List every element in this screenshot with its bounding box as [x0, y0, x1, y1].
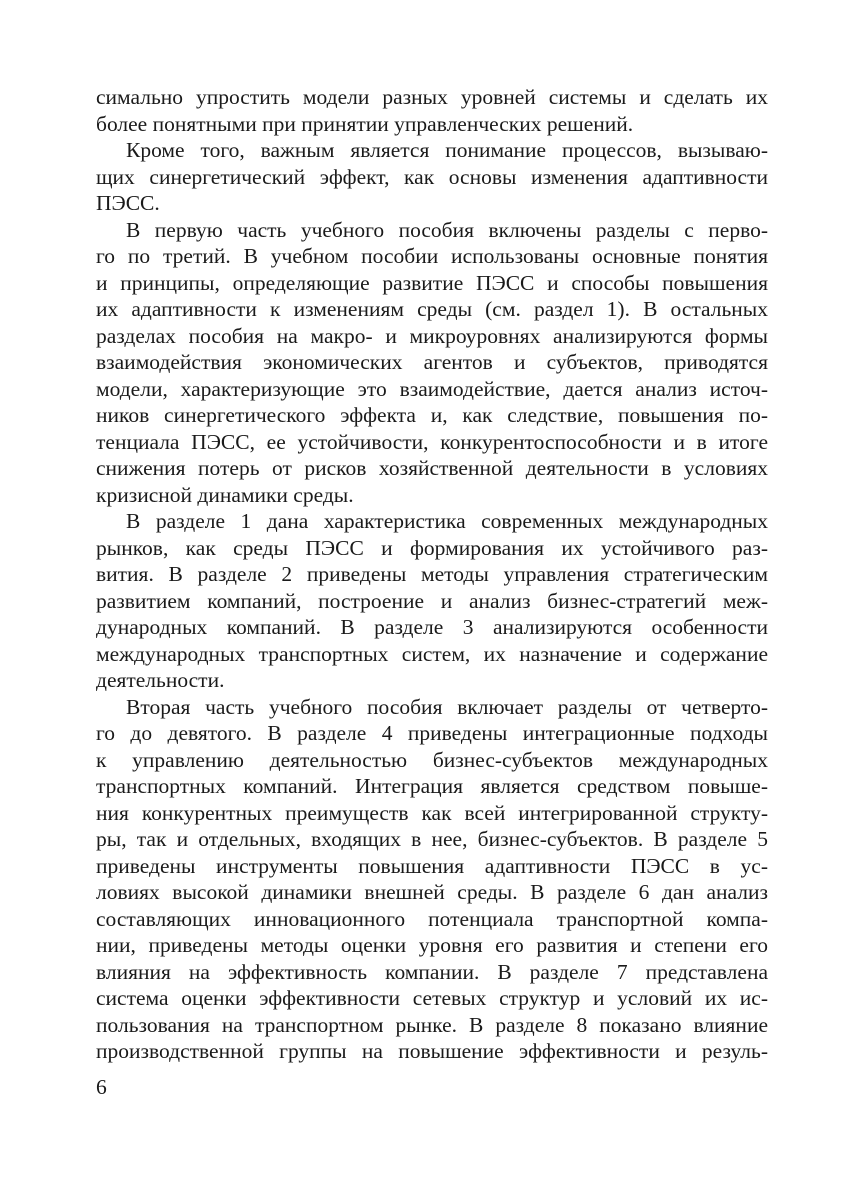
text-line: кризисной динамики среды. — [96, 482, 354, 507]
text-line: ния конкурентных преимуществ как всей интегрированной структу- — [96, 800, 768, 825]
text-line: и принципы, определяющие развитие ПЭСС и способы повышения — [96, 270, 768, 295]
text-line: В первую часть учебного пособия включены разделы с перво- — [126, 217, 768, 242]
text-line: деятельности. — [96, 668, 225, 692]
text-line: пользования на транспортном рынке. В разделе 8 показано влияние — [96, 1012, 768, 1037]
text-line: система оценки эффективности сетевых структур и условий их ис- — [96, 986, 768, 1010]
paragraph — [96, 694, 768, 1065]
paragraph — [96, 137, 768, 217]
text-line: модели, характеризующие это взаимодействие, дается анализ источ- — [96, 376, 768, 401]
text-line: нии, приведены методы оценки уровня его развития и степени его — [96, 933, 768, 957]
text-line: снижения потерь от рисков хозяйственной деятельности в условиях — [96, 456, 768, 480]
text-line: к управлению деятельностью бизнес-субъектов международных — [96, 747, 768, 772]
text-line: приведены инструменты повышения адаптивности ПЭСС в ус- — [96, 853, 768, 878]
paragraph — [96, 508, 768, 694]
text-line: влияния на эффективность компании. В разделе 7 представлена — [96, 959, 768, 984]
text-line: ловиях высокой динамики внешней среды. В разделе 6 дан анализ — [96, 880, 768, 904]
text-line: щих синергетический эффект, как основы изменения адаптивности — [96, 164, 768, 189]
text-line: рынков, как среды ПЭСС и формирования их устойчивого раз- — [96, 535, 768, 560]
text-line: их адаптивности к изменениям среды (см. раздел 1). В остальных — [96, 297, 768, 321]
body-text — [96, 84, 768, 1065]
text-line: го до девятого. В разделе 4 приведены интеграционные подходы — [96, 721, 768, 745]
text-line: Вторая часть учебного пособия включает разделы от четверто- — [126, 694, 768, 719]
text-line: тенциала ПЭСС, ее устойчивости, конкурентоспособности и в итоге — [96, 429, 768, 454]
text-line: вития. В разделе 2 приведены методы управления стратегическим — [96, 562, 768, 586]
text-line: транспортных компаний. Интеграция является средством повыше- — [96, 774, 768, 798]
text-line: ПЭСС. — [96, 191, 160, 215]
paragraph — [96, 84, 768, 137]
text-line: ников синергетического эффекта и, как следствие, повышения по- — [96, 403, 768, 427]
text-line: ры, так и отдельных, входящих в нее, бизнес-субъектов. В разделе 5 — [96, 827, 768, 851]
text-line: взаимодействия экономических агентов и субъектов, приводятся — [96, 350, 768, 374]
page-number: 6 — [96, 1075, 107, 1099]
paragraph — [96, 217, 768, 509]
text-line: более понятными при принятии управленческих решений. — [96, 111, 634, 136]
text-line: В разделе 1 дана характеристика современных международных — [126, 509, 768, 533]
text-line: международных транспортных систем, их назначение и содержание — [96, 641, 768, 666]
text-line: производственной группы на повышение эффективности и резуль- — [96, 1039, 768, 1063]
text-line: симально упростить модели разных уровней системы и сделать их — [96, 85, 768, 109]
text-line: составляющих инновационного потенциала транспортной компа- — [96, 906, 768, 931]
text-line: Кроме того, важным является понимание процессов, вызываю- — [126, 138, 768, 162]
text-line: развитием компаний, построение и анализ бизнес-стратегий меж- — [96, 588, 768, 613]
text-line: дународных компаний. В разделе 3 анализируются особенности — [96, 615, 768, 639]
text-line: разделах пособия на макро- и микроуровнях анализируются формы — [96, 323, 768, 348]
text-line: го по третий. В учебном пособии использованы основные понятия — [96, 244, 768, 268]
